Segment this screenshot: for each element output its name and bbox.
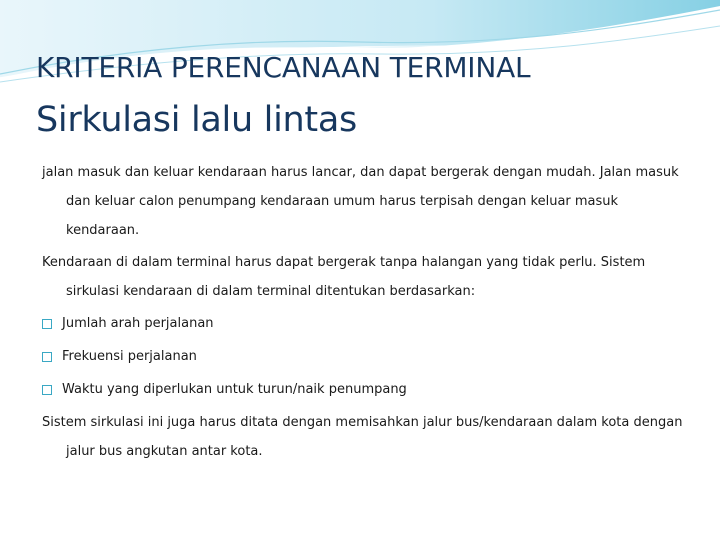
content-body (42, 158, 692, 469)
bullet-text: Frekuensi perjalanan (62, 349, 197, 364)
paragraph-entrance-exit: jalan masuk dan keluar kendaraan harus lancar, dan dapat bergerak dengan mudah. Jalan masuk dan keluar calon penumpang kendaraan umum harus terpisah dengan keluar masuk kendaraan. (42, 165, 679, 238)
paragraph-lane-separation: Sistem sirkulasi ini juga harus ditata dengan memisahkan jalur bus/kendaraan dalam kota dengan jalur bus angkutan antar kota. (42, 415, 683, 459)
list-item (42, 309, 692, 339)
list-item (42, 375, 692, 405)
bullet-text: Jumlah arah perjalanan (62, 316, 214, 331)
square-bullet-icon (42, 319, 52, 329)
square-bullet-icon (42, 385, 52, 395)
paragraph-circulation: Kendaraan di dalam terminal harus dapat bergerak tanpa halangan yang tidak perlu. Sistem sirkulasi kendaraan di dalam terminal ditentukan berdasarkan: (42, 255, 646, 299)
slide-title: KRITERIA PERENCANAAN TERMINAL (36, 51, 531, 84)
bullet-text: Waktu yang diperlukan untuk turun/naik penumpang (62, 382, 407, 397)
square-bullet-icon (42, 352, 52, 362)
list-item (42, 342, 692, 372)
slide-subtitle: Sirkulasi lalu lintas (36, 100, 357, 140)
